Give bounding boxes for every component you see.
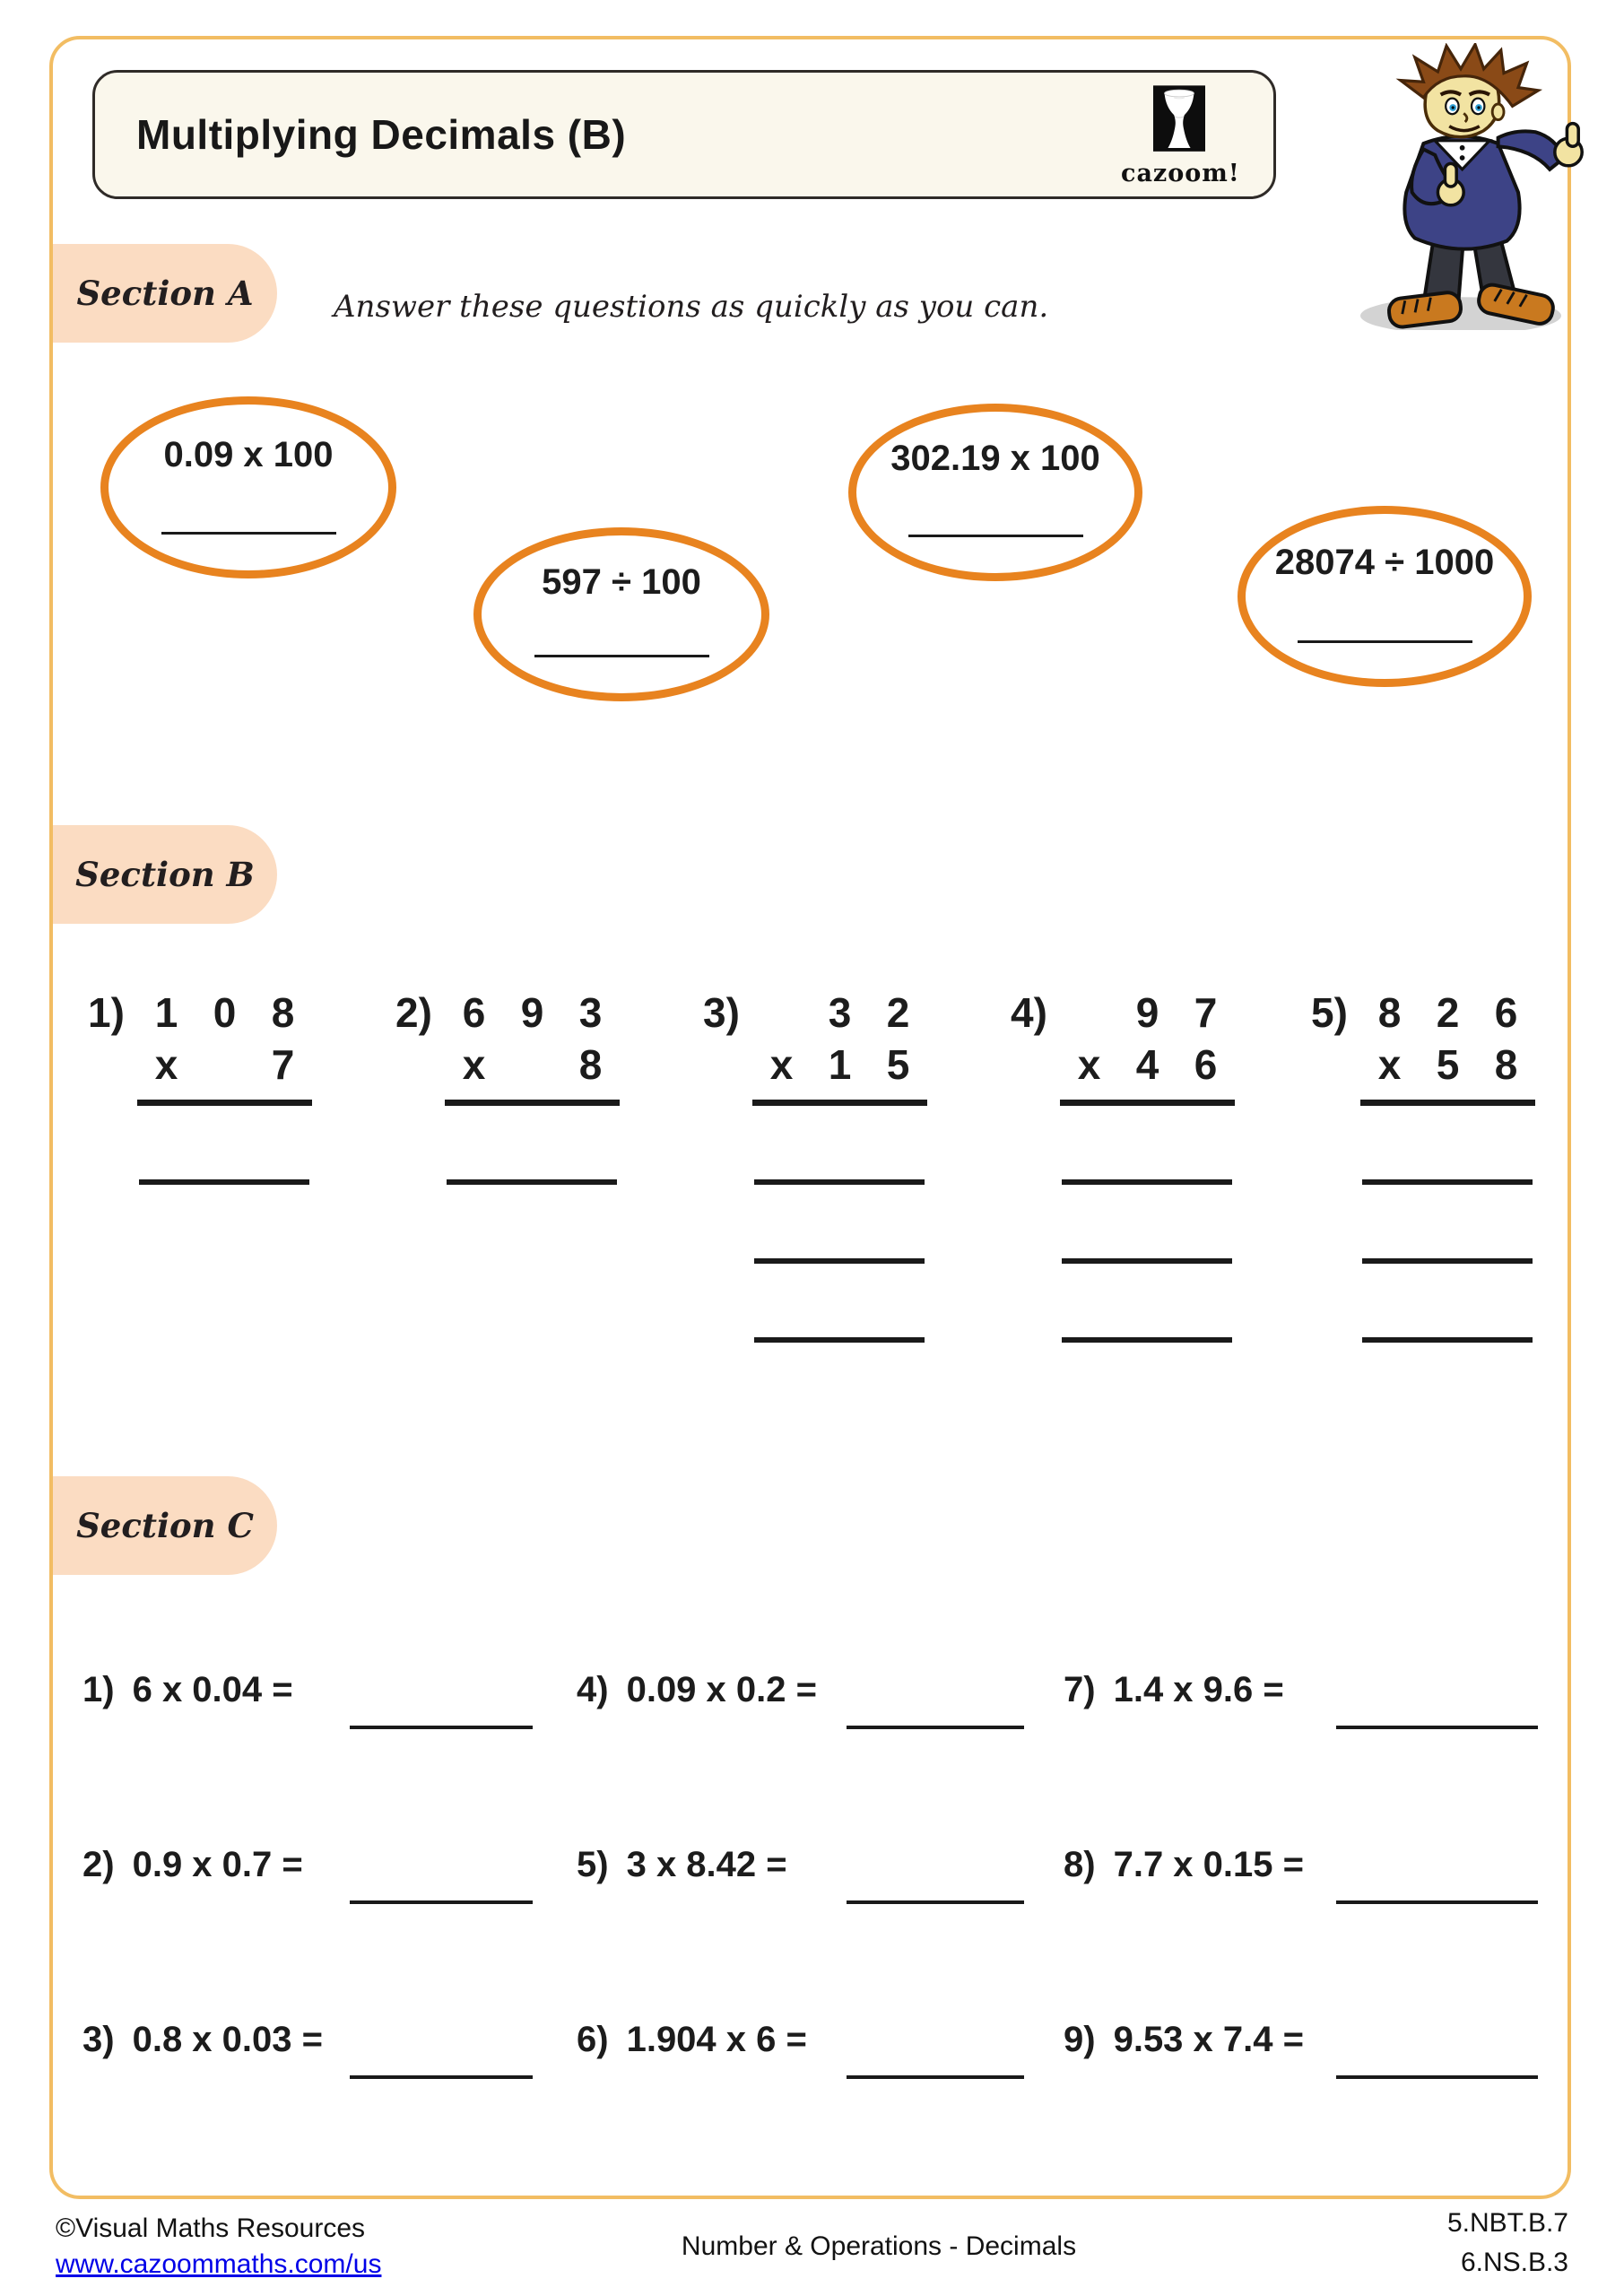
oval-problem-4 xyxy=(1238,506,1532,687)
digit-cell: 8 xyxy=(1494,1041,1518,1088)
problem-expression: 1.4 x 9.6 = xyxy=(1113,1670,1284,1709)
section-c-problem-1 xyxy=(83,1670,533,1729)
multiply-sign: x xyxy=(769,1041,794,1088)
multiplication-bar xyxy=(752,1100,927,1106)
footer-standard-1: 5.NBT.B.7 xyxy=(1446,2208,1568,2238)
work-line xyxy=(1062,1179,1232,1185)
oval-problem-3 xyxy=(848,404,1142,581)
digit-cell: 2 xyxy=(886,989,910,1036)
problem-expression: 1.904 x 6 = xyxy=(626,2020,807,2059)
digit-cell: 1 xyxy=(154,989,178,1036)
answer-line xyxy=(1336,1900,1538,1904)
section-c-problem-8 xyxy=(1064,1845,1538,1904)
section-a-label xyxy=(53,244,277,343)
digit-cell: 9 xyxy=(1135,989,1159,1036)
multiplication-problem-1 xyxy=(88,987,321,1185)
digit-cell: 8 xyxy=(1377,989,1402,1036)
multiplication-bar xyxy=(1360,1100,1535,1106)
mascot-illustration xyxy=(1329,43,1607,330)
multiply-sign: x xyxy=(154,1041,178,1088)
section-c-problem-6 xyxy=(577,2020,1024,2079)
multiplication-bar xyxy=(445,1100,620,1106)
digit-cell xyxy=(503,1039,561,1091)
multiplication-problem-3 xyxy=(703,987,936,1343)
digit-cell: 6 xyxy=(462,989,486,1036)
section-c-problem-5 xyxy=(577,1845,1024,1904)
multiply-sign: x xyxy=(462,1041,486,1088)
problem-number: 5) xyxy=(1311,989,1348,1036)
section-c-label-text: Section C xyxy=(76,1506,254,1545)
digit-cell: 3 xyxy=(578,989,603,1036)
multiplication-problem-2 xyxy=(395,987,629,1185)
answer-line xyxy=(1362,1337,1533,1343)
answer-line xyxy=(847,1726,1024,1729)
oval-problem-1 xyxy=(100,396,396,578)
section-a-label-text: Section A xyxy=(76,274,254,313)
oval-problem-4-expression: 28074 ÷ 1000 xyxy=(1274,543,1495,582)
digit-cell: 1 xyxy=(828,1041,852,1088)
footer-copyright: ©Visual Maths Resources xyxy=(56,2213,366,2243)
digit-cell xyxy=(195,1039,254,1091)
problem-number: 6) xyxy=(577,2020,609,2059)
section-b-label xyxy=(53,825,277,924)
oval-problem-1-answer-line xyxy=(161,532,336,535)
digit-cell: 5 xyxy=(1436,1041,1460,1088)
problem-number: 8) xyxy=(1064,1845,1096,1884)
oval-problem-4-answer-line xyxy=(1298,640,1472,643)
digit-cell: 9 xyxy=(520,989,544,1036)
problem-expression: 0.09 x 0.2 = xyxy=(626,1670,817,1709)
problem-expression: 0.8 x 0.03 = xyxy=(132,2020,323,2059)
answer-line xyxy=(350,1900,533,1904)
multiplication-problem-4 xyxy=(1011,987,1244,1343)
problem-number: 1) xyxy=(83,1670,115,1709)
footer-link[interactable]: www.cazoommaths.com/us xyxy=(56,2249,382,2279)
problem-expression: 0.9 x 0.7 = xyxy=(132,1845,303,1884)
footer-standard-2: 6.NS.B.3 xyxy=(1460,2248,1568,2277)
work-line xyxy=(1062,1258,1232,1264)
multiplication-problem-5 xyxy=(1311,987,1544,1343)
work-line xyxy=(754,1179,925,1185)
problem-number: 7) xyxy=(1064,1670,1096,1709)
problem-number: 4) xyxy=(1011,989,1047,1036)
digit-cell: 0 xyxy=(213,989,237,1036)
problem-expression: 9.53 x 7.4 = xyxy=(1113,2020,1304,2059)
oval-problem-2-answer-line xyxy=(534,655,709,657)
answer-line xyxy=(847,1900,1024,1904)
logo-text: cazoom! xyxy=(1121,160,1240,187)
digit-cell: 4 xyxy=(1135,1041,1159,1088)
work-line xyxy=(1362,1258,1533,1264)
oval-problem-2 xyxy=(473,527,769,701)
digit-cell: 7 xyxy=(1194,989,1218,1036)
multiply-sign: x xyxy=(1077,1041,1101,1088)
multiplication-bar xyxy=(1060,1100,1235,1106)
problem-expression: 7.7 x 0.15 = xyxy=(1113,1845,1304,1884)
problem-number: 3) xyxy=(703,989,740,1036)
work-line xyxy=(754,1258,925,1264)
problem-number: 1) xyxy=(88,989,125,1036)
digit-cell: 8 xyxy=(578,1041,603,1088)
problem-number: 2) xyxy=(395,989,432,1036)
oval-problem-3-answer-line xyxy=(908,535,1083,537)
answer-line xyxy=(847,2075,1024,2079)
digit-cell: 3 xyxy=(828,989,852,1036)
digit-cell: 5 xyxy=(886,1041,910,1088)
multiply-sign: x xyxy=(1377,1041,1402,1088)
digit-cell: 6 xyxy=(1494,989,1518,1036)
cazoom-logo xyxy=(1121,85,1238,187)
problem-number: 3) xyxy=(83,2020,115,2059)
answer-line xyxy=(350,1726,533,1729)
work-line xyxy=(1362,1179,1533,1185)
section-c-label xyxy=(53,1476,277,1575)
footer-category: Number & Operations - Decimals xyxy=(681,2231,1077,2261)
digit-cell xyxy=(1060,987,1118,1039)
oval-problem-2-expression: 597 ÷ 100 xyxy=(542,562,701,602)
header-box xyxy=(92,70,1276,199)
digit-cell: 7 xyxy=(271,1041,295,1088)
oval-problem-1-expression: 0.09 x 100 xyxy=(163,435,334,474)
oval-problem-3-expression: 302.19 x 100 xyxy=(890,439,1100,478)
page-title: Multiplying Decimals (B) xyxy=(136,111,627,158)
digit-cell xyxy=(752,987,811,1039)
section-c-problem-3 xyxy=(83,2020,533,2079)
digit-cell: 6 xyxy=(1194,1041,1218,1088)
section-c-problem-7 xyxy=(1064,1670,1538,1729)
problem-expression: 3 x 8.42 = xyxy=(626,1845,787,1884)
digit-cell: 8 xyxy=(271,989,295,1036)
answer-line xyxy=(139,1179,309,1185)
answer-line xyxy=(447,1179,617,1185)
digit-cell: 2 xyxy=(1436,989,1460,1036)
answer-line xyxy=(1336,2075,1538,2079)
section-a-instruction: Answer these questions as quickly as you can. xyxy=(334,289,1049,325)
problem-number: 5) xyxy=(577,1845,609,1884)
section-c-problem-2 xyxy=(83,1845,533,1904)
problem-number: 2) xyxy=(83,1845,115,1884)
section-b-label-text: Section B xyxy=(75,855,255,894)
multiplication-bar xyxy=(137,1100,312,1106)
problem-number: 4) xyxy=(577,1670,609,1709)
answer-line xyxy=(754,1337,925,1343)
problem-expression: 6 x 0.04 = xyxy=(132,1670,293,1709)
answer-line xyxy=(350,2075,533,2079)
problem-number: 9) xyxy=(1064,2020,1096,2059)
section-c-problem-4 xyxy=(577,1670,1024,1729)
answer-line xyxy=(1336,1726,1538,1729)
drum-icon xyxy=(1153,85,1205,157)
answer-line xyxy=(1062,1337,1232,1343)
section-c-problem-9 xyxy=(1064,2020,1538,2079)
